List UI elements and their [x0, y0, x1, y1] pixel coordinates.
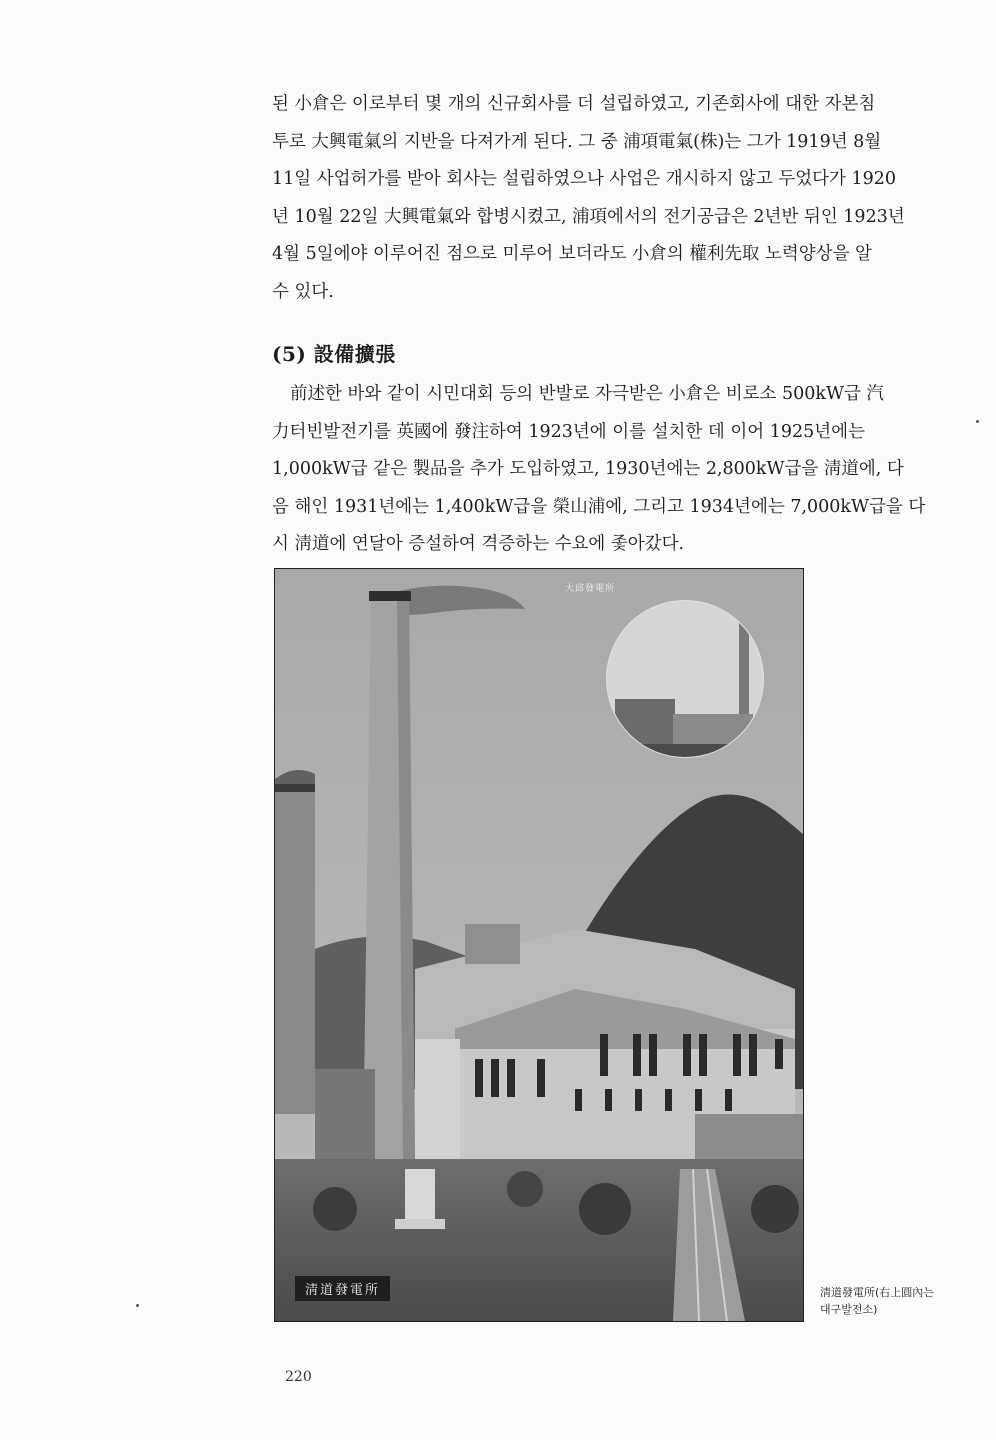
photo-illustration [275, 569, 803, 1321]
text-line: 前述한 바와 같이 시민대회 등의 반발로 자극받은 小倉은 비로소 500kW급 汽 [290, 384, 884, 404]
page-number: 220 [285, 1369, 312, 1385]
text-line: 음 해인 1931년에는 1,400kW급을 榮山浦에, 그리고 1934년에는 7,000kW급을 다 [272, 496, 926, 517]
figure-caption [820, 1284, 970, 1318]
text-line: 시 淸道에 연달아 증설하여 격증하는 수요에 좇아갔다. [272, 534, 685, 554]
text-line: 수 있다. [272, 281, 334, 302]
text-line: 力터빈발전기를 英國에 發注하여 1923년에 이를 설치한 데 이어 1925년에는 [272, 421, 865, 442]
text-line: 1,000kW급 같은 製品을 추가 도입하였고, 1930년에는 2,800kW급을 淸道에, 다 [272, 459, 904, 479]
section-heading: (5) 設備擴張 [272, 342, 396, 366]
text-line: 11일 사업허가를 받아 회사는 설립하였으나 사업은 개시하지 않고 두었다가 1920 [272, 169, 897, 189]
photo-label: 淸道發電所 [295, 1276, 390, 1301]
scan-speck [976, 420, 979, 423]
text-line: 년 10월 22일 大興電氣와 합병시켰고, 浦項에서의 전기공급은 2년반 뒤인 1923년 [272, 206, 905, 227]
inset-caption: 大邱發電所 [565, 584, 616, 594]
text-line: 투로 大興電氣의 지반을 다져가게 된다. 그 중 浦項電氣(株)는 그가 1919년 8월 [272, 131, 882, 152]
text-line: 된 小倉은 이로부터 몇 개의 신규회사를 더 설립하였고, 기존회사에 대한 자본침 [272, 94, 876, 114]
paragraph-2 [272, 376, 944, 564]
caption-line: 淸道發電所(右上圓內는 [820, 1286, 934, 1299]
caption-line: 대구발전소) [820, 1303, 878, 1316]
paragraph-1 [272, 86, 944, 311]
text-line: 4월 5일에야 이루어진 점으로 미루어 보더라도 小倉의 權利先取 노력양상을 알 [272, 244, 872, 264]
power-plant-photo [274, 568, 804, 1322]
scan-speck [136, 1304, 139, 1307]
